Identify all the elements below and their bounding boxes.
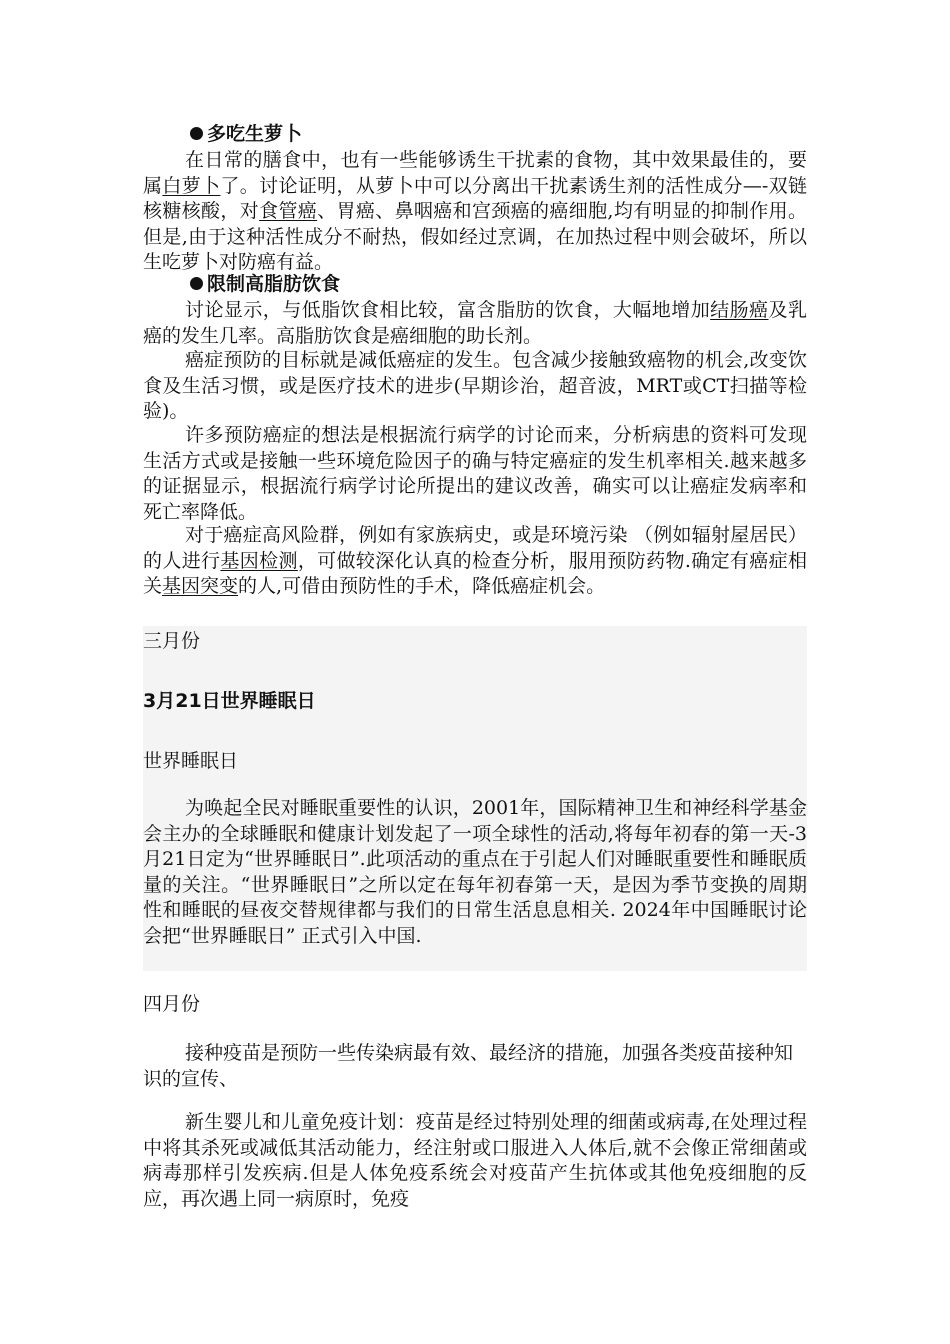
heading-text: 限制高脂肪饮食 (207, 273, 341, 295)
link-colon-cancer[interactable]: 结肠癌 (710, 299, 769, 321)
section-heading-fat (190, 272, 340, 297)
text-run: 对于癌症高风险群，例如有家族病史，或是环境污染 （例如辐射屋居民）的人进行 (143, 524, 807, 572)
paragraph-high-risk (143, 523, 807, 600)
text-run: 在日常的膳食中，也有一些能够诱生干扰素的食物，其中效果最佳的，要属 (143, 149, 807, 197)
text-run: ，可做较深化认真的检查分析，服用预防药物.确定有癌症相关 (143, 549, 807, 597)
paragraph-vaccination: 接种疫苗是预防一些传染病最有效、最经济的措施，加强各类疫苗接种知识的宣传、 (143, 1042, 794, 1090)
paragraph-world-sleep-day: 为唤起全民对睡眠重要性的认识，2001年，国际精神卫生和神经科学基金会主办的全球睡眠和健康计划发起了一项全球性的活动,将每年初春的第一天-3月21日定为“世界睡眠日”.此项活动的重点在于引起人们对睡眠重要性和睡眠质量的关注。“世界睡眠日”之所以定在每年初春第一天，是因为季节变换的周期性和睡眠的昼夜交替规律都与我们的日常生活息息相关. 2024年中国睡眠讨论会把“世界睡眠日” 正式引入中国. (143, 797, 807, 947)
month-label-march: 三月份 (143, 630, 201, 652)
text-run: 讨论显示，与低脂饮食相比较，富含脂肪的饮食，大幅地增加 (185, 299, 711, 321)
text-run: 及乳癌的发生几率。高脂肪饮食是癌细胞的助长剂。 (143, 299, 807, 347)
paragraph-immunization-plan: 新生婴儿和儿童免疫计划：疫苗是经过特别处理的细菌或病毒,在处理过程中将其杀死或减低其活动能力，经注射或口服进入人体后,就不会像正常细菌或病毒那样引发疾病.但是人体免疫系统会对疫苗产生抗体或其他免疫细胞的反应，再次遇上同一病原时，免疫 (143, 1111, 807, 1210)
text-run: 、胃癌、鼻咽癌和宫颈癌的癌细胞,均有明显的抑制作用。但是,由于这种活性成分不耐热，假如经过烹调，在加热过程中则会破坏，所以生吃萝卜对防癌有益。 (143, 200, 807, 273)
section-heading-radish (190, 122, 302, 147)
link-gene-mutation[interactable]: 基因突变 (162, 575, 239, 597)
paragraph-fat-diet (143, 298, 807, 349)
link-gene-testing[interactable]: 基因检测 (220, 549, 298, 572)
march-subtitle: 世界睡眠日 (143, 750, 239, 772)
heading-text: 多吃生萝卜 (207, 123, 303, 145)
link-esophageal-cancer[interactable]: 食管癌 (259, 200, 318, 222)
link-white-radish[interactable]: 白萝卜 (162, 174, 221, 197)
march-title: 3月21日世界睡眠日 (143, 690, 316, 712)
text-run: 了。讨论证明，从萝卜中可以分离出干扰素诱生剂的活性成分—-双链核糖核酸，对 (143, 174, 807, 222)
bullet-icon (190, 277, 203, 290)
paragraph-radish (143, 148, 807, 276)
month-label-april: 四月份 (143, 993, 201, 1015)
bullet-icon (190, 127, 203, 140)
paragraph-epidemiology: 许多预防癌症的想法是根据流行病学的讨论而来，分析病患的资料可发现生活方式或是接触一些环境危险因子的确与特定癌症的发生机率相关.越来越多的证据显示，根据流行病学讨论所提出的建议改善，确实可以让癌症发病率和死亡率降低。 (143, 424, 807, 523)
text-run: 的人,可借由预防性的手术，降低癌症机会。 (238, 575, 606, 597)
paragraph-prevention-goal: 癌症预防的目标就是减低癌症的发生。包含减少接触致癌物的机会,改变饮食及生活习惯，或是医疗技术的进步(早期诊治，超音波，MRT或CT扫描等检验)。 (143, 349, 807, 422)
